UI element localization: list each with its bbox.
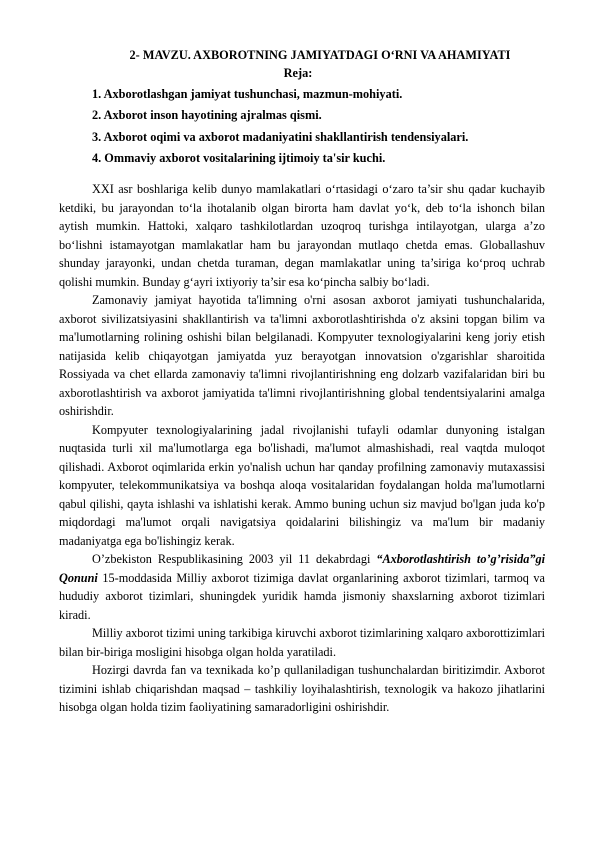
plan-heading: Reja: [283, 66, 313, 80]
plan-item: 1. Axborotlashgan jamiyat tushunchasi, mazmun-mohiyati. [92, 87, 403, 101]
paragraph: Hozirgi davrda fan va texnikada ko’p qullaniladigan tushunchalardan biritizimdir. Axborot tizimini ishlab chiqarishdan maqsad – tashkiliy loyihalashtirish, texnologik va hakozo jihatlarini hisobga olgan holda tizim faoliyatining samaradorligini oshirishdir. [59, 663, 545, 714]
plan-list [92, 84, 552, 169]
page-title: 2- MAVZU. AXBOROTNING JAMIYATDAGI O‘RNI VA AHAMIYATI [129, 48, 511, 62]
paragraph-text: O’zbekiston Respublikasining 2003 yil 11 dekabrdagi [92, 552, 377, 566]
plan-item: 2. Axborot inson hayotining ajralmas qismi. [92, 108, 322, 123]
document-body [59, 180, 545, 717]
paragraph: Zamonaviy jamiyat hayotida ta'limning o'rni asosan axborot jamiyati tushunchalarida, axborot sivilizatsiyasini shakllantirish va ta'limni axborotlashtirishda o'z aksini topgan bilim va ma'lumotlarning rolining oshishi bilan belgilanadi. Kompyuter texnologiyalarini keng joriy etish natijasida kelib chiqayotgan jamiyatda yuz berayotgan innovatsion o'zgarishlar sharoitida Rossiyada va chet ellarda zamonaviy ta'limni rivojlantirishning eng dolzarb vazifalaridan biri bu axborotlashtirish va axborot jamiyatida ta'limni rivojlantirishning global tendentsiyalarini amalga oshirishdir. [59, 293, 545, 418]
paragraph-text: 15-moddasida Milliy axborot tizimiga davlat organlarining axborot tizimlari, tarmoq va hududiy axborot tizimlari, shuningdek yuridik hamda jismoniy shaxslarning axborot tizimlari kiradi. [59, 570, 545, 622]
paragraph: XXI asr boshlariga kelib dunyo mamlakatlari o‘rtasidagi o‘zaro ta’sir shu qadar kuchayib ketdiki, bu jarayondan to‘la ihotalanib olgan birorta ham davlat yo‘k, deb to‘la ishonch bilan aytish mumkin. Hattoki, xalqaro tashkilotlardan uzoqroq turishga intilayotgan, ularga a’zo bo‘lishni istamayotgan mamlakatlar ham bu jarayondan mutlaqo chetda emas. Globallashuv shunday jarayonki, undan chetda turaman, degan mamlakatlar uning ta’siriga ko‘proq uchrab qolishi mumkin. Bunday g‘ayri ixtiyoriy ta’sir esa ko‘pincha salbiy bo‘ladi. [59, 182, 545, 289]
paragraph: Kompyuter texnologiyalarining jadal rivojlanishi tufayli odamlar dunyoning istalgan nuqtasida turli xil ma'lumotlarga ega bo'lishadi, ma'lumot almashishadi, real vaqtda muloqot qilishadi. Axborot oqimlarida erkin yo'nalish uchun har qanday profilning zamonaviy mutaxassisi kompyuter, telekommunikatsiya va boshqa aloqa vositalaridan foydalangan holda ma'lumotlarni qabul qilishi, qayta ishlashi va ishlatishi kerak. Ammo buning uchun siz mavjud bo'lgan juda ko'p miqdordagi ma'lumot orqali navigatsiya qoidalarini bilishingiz va ma'lum bir madaniy madaniyatga ega bo'lishingiz kerak. [59, 422, 545, 548]
plan-item: 3. Axborot oqimi va axborot madaniyatini shakllantirish tendensiyalari. [92, 129, 469, 144]
law-title: “Axborotlashtirish to’g’risida”gi Qonuni [59, 552, 545, 585]
paragraph [59, 550, 545, 624]
paragraph: Milliy axborot tizimi uning tarkibiga kiruvchi axborot tizimlarining xalqaro axborottizimlari bilan bir-biriga mosligini hisobga olgan holda yaratiladi. [59, 626, 545, 659]
plan-item: 4. Ommaviy axborot vositalarining ijtimoiy ta'sir kuchi. [92, 150, 386, 165]
